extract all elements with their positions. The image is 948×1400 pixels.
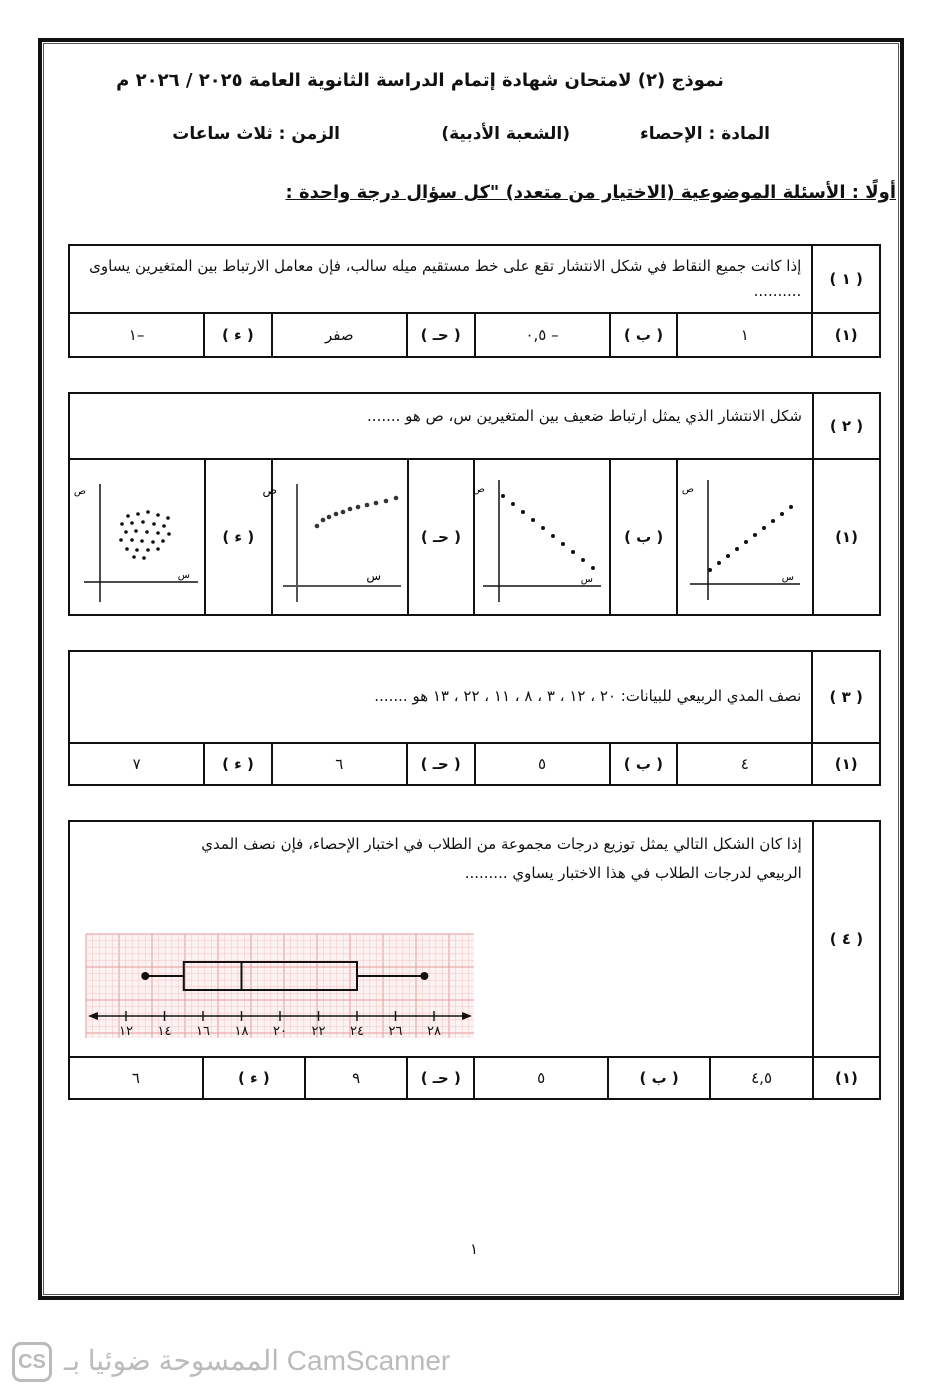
exam-title: نموذج (٢) لامتحان شهادة إتمام الدراسة الثانوية العامة ٢٠٢٥ / ٢٠٢٦ م <box>116 70 724 91</box>
option-d-value[interactable]: –١ <box>69 313 204 357</box>
tick-label: ١٨ <box>234 1024 249 1039</box>
question-number: ( ٢ ) <box>813 393 880 459</box>
option-b-scatter[interactable] <box>474 459 610 615</box>
option-b-value[interactable]: – ٠,٥ <box>475 313 610 357</box>
axis-y-label: ص <box>473 484 486 495</box>
question-number: ( ٤ ) <box>813 821 880 1057</box>
question-number: ( ١ ) <box>812 245 880 313</box>
option-c-value[interactable]: ٦ <box>272 743 407 785</box>
axis-y-label: ص <box>262 483 277 497</box>
option-d-value[interactable]: ٦ <box>69 1057 203 1099</box>
option-a-value[interactable]: ٤ <box>677 743 812 785</box>
scatter-negative-strong <box>473 460 607 610</box>
camscanner-logo-icon: CS <box>12 1342 52 1382</box>
option-c-label: ( حـ ) <box>407 1057 474 1099</box>
tick-label: ٢٦ <box>388 1024 403 1039</box>
page-number: ١ <box>469 1240 479 1258</box>
question-text-line-2: الربيعي لدرجات الطلاب في هذا الاختبار يساوي ......... <box>464 863 802 882</box>
question-4 <box>68 820 881 1100</box>
mark-label: (١) <box>812 313 880 357</box>
question-text-line-1: إذا كان الشكل التالي يمثل توزيع درجات مجموعة من الطلاب في اختبار الإحصاء، فإن نصف المدي <box>201 835 802 853</box>
mark-label: (١) <box>812 743 880 785</box>
option-d-label: ( ء ) <box>203 1057 305 1099</box>
scatter-weak <box>72 460 202 610</box>
camscanner-watermark <box>12 1342 572 1382</box>
option-b-label: ( ب ) <box>610 459 677 615</box>
option-d-label: ( ء ) <box>204 313 272 357</box>
option-c-label: ( حـ ) <box>407 313 475 357</box>
max-point <box>420 972 428 980</box>
mark-label: (١) <box>813 1057 880 1099</box>
axis-x-label: س <box>177 570 190 581</box>
question-number: ( ٣ ) <box>812 651 880 743</box>
camscanner-text: الممسوحة ضوئيا بـ CamScanner <box>64 1345 451 1376</box>
tick-label: ١٢ <box>119 1024 133 1039</box>
option-c-value[interactable]: صفر <box>272 313 407 357</box>
subject-label: المادة : الإحصاء <box>640 124 770 144</box>
question-text: نصف المدي الربيعي للبيانات: ٢٠ ، ١٢ ، ٣ ، ٨ ، ١١ ، ٢٢ ، ١٣ هو ....... <box>69 651 812 743</box>
tick-label: ٢٨ <box>427 1024 441 1039</box>
option-b-label: ( ب ) <box>610 313 678 357</box>
axis-y-label: ص <box>681 484 695 495</box>
option-a-value[interactable]: ١ <box>677 313 812 357</box>
question-text: شكل الانتشار الذي يمثل ارتباط ضعيف بين المتغيرين س، ص هو ....... <box>69 393 813 459</box>
tick-label: ٢٢ <box>311 1024 326 1039</box>
scatter-curve <box>262 460 405 610</box>
axis-x-label: س <box>581 574 594 585</box>
option-b-label: ( ب ) <box>610 743 678 785</box>
tick-label: ٢٠ <box>273 1024 287 1039</box>
tick-label: ١٤ <box>157 1024 172 1039</box>
option-b-value[interactable]: ٥ <box>475 743 610 785</box>
axis-x-label: س <box>781 572 795 583</box>
question-3 <box>68 650 881 786</box>
tick-label: ١٦ <box>196 1024 210 1039</box>
question-text: إذا كانت جميع النقاط في شكل الانتشار تقع على خط مستقيم ميله سالب، فإن معامل الارتباط بين المتغيرين يساوى .......... <box>69 245 812 313</box>
axis-y-label: ص <box>73 486 86 497</box>
option-a-value[interactable]: ٤,٥ <box>710 1057 812 1099</box>
option-d-label: ( ء ) <box>204 743 272 785</box>
mark-label: (١) <box>813 459 880 615</box>
question-body <box>69 821 813 1057</box>
question-text <box>80 830 802 887</box>
time-label: الزمن : ثلاث ساعات <box>172 124 340 144</box>
option-d-scatter[interactable] <box>69 459 205 615</box>
section-title: أولًا : الأسئلة الموضوعية (الاختيار من متعدد) "كل سؤال درجة واحدة : <box>285 182 896 203</box>
header-info-row <box>172 124 770 150</box>
tick-label: ٢٤ <box>350 1024 364 1039</box>
axis-x-label: س <box>365 569 381 583</box>
option-b-value[interactable]: ٥ <box>474 1057 608 1099</box>
option-b-label: ( ب ) <box>608 1057 710 1099</box>
option-a-scatter[interactable] <box>677 459 813 615</box>
option-c-scatter[interactable] <box>262 459 408 615</box>
branch-label: (الشعبة الأدبية) <box>441 124 570 144</box>
option-d-value[interactable]: ٧ <box>69 743 204 785</box>
scatter-positive-strong <box>680 460 810 610</box>
option-c-label: ( حـ ) <box>407 743 475 785</box>
question-2 <box>68 392 881 616</box>
option-d-label: ( ء ) <box>205 459 272 615</box>
option-c-value[interactable]: ٩ <box>305 1057 407 1099</box>
min-point <box>141 972 149 980</box>
question-1 <box>68 244 881 358</box>
option-c-label: ( حـ ) <box>408 459 475 615</box>
boxplot-figure <box>86 934 474 1038</box>
